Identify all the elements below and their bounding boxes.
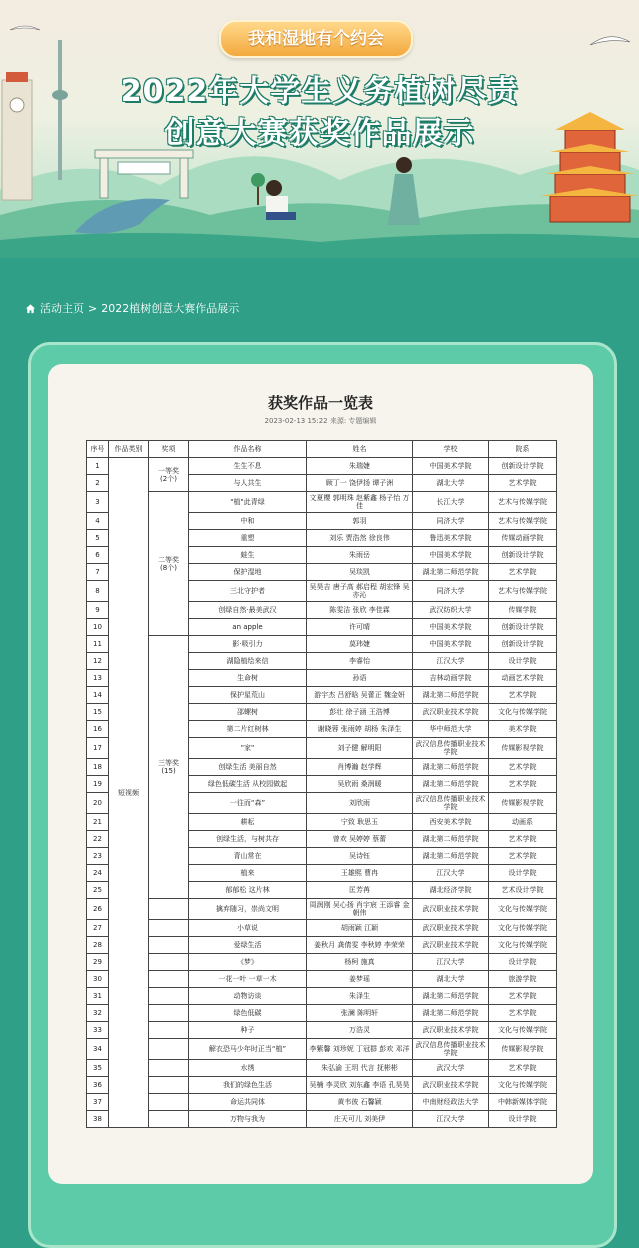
work-title: 擒弃随习，崇尚文明 xyxy=(189,899,307,920)
author-names: 肖博瀚 赵学辉 xyxy=(307,759,413,776)
row-number: 38 xyxy=(87,1111,109,1128)
row-number: 22 xyxy=(87,831,109,848)
header-cell: 院系 xyxy=(489,441,557,458)
work-title: 邵螺树 xyxy=(189,704,307,721)
school-name: 武汉职业技术学院 xyxy=(413,704,489,721)
row-number: 31 xyxy=(87,988,109,1005)
row-number: 29 xyxy=(87,954,109,971)
department-name: 美术学院 xyxy=(489,721,557,738)
department-name: 文化与传媒学院 xyxy=(489,1077,557,1094)
header-banner xyxy=(0,0,639,258)
row-number: 25 xyxy=(87,882,109,899)
department-name: 艺术学院 xyxy=(489,1005,557,1022)
row-number: 19 xyxy=(87,776,109,793)
row-number: 28 xyxy=(87,937,109,954)
header-cell: 作品类别 xyxy=(109,441,149,458)
school-name: 湖北第二师范学院 xyxy=(413,687,489,704)
author-names: 吴欣雨 桑润暖 xyxy=(307,776,413,793)
breadcrumb-current-link[interactable]: 2022植树创意大赛作品展示 xyxy=(101,302,240,315)
school-name: 吉林动画学院 xyxy=(413,670,489,687)
school-name: 长江大学 xyxy=(413,492,489,513)
work-title: "植"此青绿 xyxy=(189,492,307,513)
department-name: 传媒影视学院 xyxy=(489,1039,557,1060)
school-name: 江汉大学 xyxy=(413,1111,489,1128)
work-title: 绿色低碳生活 从校园做起 xyxy=(189,776,307,793)
award-cell-empty xyxy=(149,1094,189,1111)
work-title: 湖隐植绘来信 xyxy=(189,653,307,670)
author-names: 刘欣雨 xyxy=(307,793,413,814)
school-name: 武汉信息传播职业技术学院 xyxy=(413,738,489,759)
department-name: 传媒动画学院 xyxy=(489,530,557,547)
work-title: 水绣 xyxy=(189,1060,307,1077)
department-name: 传媒影视学院 xyxy=(489,793,557,814)
work-title: 重塑 xyxy=(189,530,307,547)
table-row xyxy=(87,1005,557,1022)
awards-table xyxy=(86,440,557,1128)
author-names: 吴楠 李灵欣 刘东鑫 李语 孔昊昊 xyxy=(307,1077,413,1094)
category-cell: 短视频 xyxy=(109,458,149,1128)
school-name: 同济大学 xyxy=(413,513,489,530)
award-cell-empty xyxy=(149,899,189,920)
department-name: 设计学院 xyxy=(489,865,557,882)
award-cell-empty xyxy=(149,920,189,937)
author-names: 胡雨颖 江颖 xyxy=(307,920,413,937)
table-row xyxy=(87,636,557,653)
work-title: 种子 xyxy=(189,1022,307,1039)
department-name: 艺术与传媒学院 xyxy=(489,492,557,513)
school-name: 湖北第二师范学院 xyxy=(413,776,489,793)
award-label: 三等奖 xyxy=(158,759,179,767)
author-names: 顾丁一 饶伊扬 谭子洲 xyxy=(307,475,413,492)
author-names: 游宇杰 吕舒晗 吴蕾正 魏金妍 xyxy=(307,687,413,704)
work-title: 青山常在 xyxy=(189,848,307,865)
school-name: 江汉大学 xyxy=(413,653,489,670)
author-names: 黄韦彼 石馨颖 xyxy=(307,1094,413,1111)
row-number: 23 xyxy=(87,848,109,865)
work-title: 一花一叶 一草一木 xyxy=(189,971,307,988)
award-cell-empty xyxy=(149,954,189,971)
author-names: 宁致 耿思玉 xyxy=(307,814,413,831)
work-title: 解衣恐马少年时正当“植” xyxy=(189,1039,307,1060)
row-number: 9 xyxy=(87,602,109,619)
table-row xyxy=(87,899,557,920)
row-number: 2 xyxy=(87,475,109,492)
author-names: 周润刚 吴心扬 肖宇宸 王添睿 金朝伟 xyxy=(307,899,413,920)
work-title: 命运共同体 xyxy=(189,1094,307,1111)
author-names: 王雄熙 曹冉 xyxy=(307,865,413,882)
department-name: 艺术学院 xyxy=(489,759,557,776)
article-meta: 2023-02-13 15:22 来源: 专题编辑 xyxy=(264,417,377,425)
work-title: 植来 xyxy=(189,865,307,882)
row-number: 34 xyxy=(87,1039,109,1060)
row-number: 3 xyxy=(87,492,109,513)
breadcrumb-home-link[interactable]: 活动主页 xyxy=(40,302,84,315)
row-number: 27 xyxy=(87,920,109,937)
table-row xyxy=(87,937,557,954)
department-name: 设计学院 xyxy=(489,1111,557,1128)
table-row xyxy=(87,954,557,971)
award-count: (15) xyxy=(161,767,176,775)
department-name: 文化与传媒学院 xyxy=(489,920,557,937)
school-name: 湖北第二师范学院 xyxy=(413,564,489,581)
row-number: 14 xyxy=(87,687,109,704)
school-name: 中国美术学院 xyxy=(413,636,489,653)
work-title: 生生不息 xyxy=(189,458,307,475)
author-names: 朱雨岳 xyxy=(307,547,413,564)
table-row xyxy=(87,458,557,475)
award-cell xyxy=(149,458,189,492)
author-names: 曾欢 吴婷婷 蔡蕾 xyxy=(307,831,413,848)
department-name: 创新设计学院 xyxy=(489,619,557,636)
work-title: 三北守护者 xyxy=(189,581,307,602)
campaign-pill: 我和湿地有个约会 xyxy=(219,20,413,58)
school-name: 武汉信息传播职业技术学院 xyxy=(413,1039,489,1060)
author-names: 莫玮婕 xyxy=(307,636,413,653)
department-name: 艺术学院 xyxy=(489,776,557,793)
school-name: 武汉职业技术学院 xyxy=(413,899,489,920)
work-title: 万物与我为 xyxy=(189,1111,307,1128)
work-title: 保护湿地 xyxy=(189,564,307,581)
award-cell xyxy=(149,492,189,636)
row-number: 26 xyxy=(87,899,109,920)
row-number: 4 xyxy=(87,513,109,530)
author-names: 庄天可儿 刘美伊 xyxy=(307,1111,413,1128)
author-names: 朱泽生 xyxy=(307,988,413,1005)
department-name: 文化与传媒学院 xyxy=(489,899,557,920)
banner-title-line2: 创意大赛获奖作品展示 xyxy=(164,116,475,151)
row-number: 13 xyxy=(87,670,109,687)
award-cell xyxy=(149,636,189,899)
department-name: 创新设计学院 xyxy=(489,458,557,475)
department-name: 动画艺术学院 xyxy=(489,670,557,687)
author-names: 吴琰凯 xyxy=(307,564,413,581)
award-cell-empty xyxy=(149,1005,189,1022)
author-names: 陈雯洁 张欣 李佳霖 xyxy=(307,602,413,619)
award-cell-empty xyxy=(149,1060,189,1077)
author-names: 郭羽 xyxy=(307,513,413,530)
school-name: 同济大学 xyxy=(413,581,489,602)
award-label: 二等奖 xyxy=(158,555,179,564)
school-name: 中国美术学院 xyxy=(413,619,489,636)
school-name: 西安美术学院 xyxy=(413,814,489,831)
department-name: 艺术学院 xyxy=(489,831,557,848)
school-name: 中南财经政法大学 xyxy=(413,1094,489,1111)
work-title: 一往而“森” xyxy=(189,793,307,814)
work-title: 创绿生活，与树共存 xyxy=(189,831,307,848)
table-row xyxy=(87,1039,557,1060)
row-number: 1 xyxy=(87,458,109,475)
table-row xyxy=(87,1022,557,1039)
school-name: 湖北第二师范学院 xyxy=(413,831,489,848)
author-names: 杨柯 施真 xyxy=(307,954,413,971)
author-names: 孙语 xyxy=(307,670,413,687)
department-name: 艺术学院 xyxy=(489,1060,557,1077)
row-number: 30 xyxy=(87,971,109,988)
work-title: 与人共生 xyxy=(189,475,307,492)
work-title: 耕耘 xyxy=(189,814,307,831)
school-name: 武汉职业技术学院 xyxy=(413,937,489,954)
school-name: 武汉职业技术学院 xyxy=(413,1077,489,1094)
header-cell: 序号 xyxy=(87,441,109,458)
author-names: 李紫馨 刘珍妮 丁冠群 彭欢 邓洋 xyxy=(307,1039,413,1060)
department-name: 艺术学院 xyxy=(489,687,557,704)
work-title: 蛙生 xyxy=(189,547,307,564)
department-name: 艺术学院 xyxy=(489,988,557,1005)
author-names: 姜梦瑶 xyxy=(307,971,413,988)
department-name: 艺术学院 xyxy=(489,564,557,581)
department-name: 旅游学院 xyxy=(489,971,557,988)
school-name: 湖北第二师范学院 xyxy=(413,759,489,776)
department-name: 艺术设计学院 xyxy=(489,882,557,899)
author-names: 刘乐 贾浩然 徐良伟 xyxy=(307,530,413,547)
award-count: (2个) xyxy=(160,474,177,483)
school-name: 湖北大学 xyxy=(413,971,489,988)
row-number: 6 xyxy=(87,547,109,564)
work-title: 生命树 xyxy=(189,670,307,687)
row-number: 32 xyxy=(87,1005,109,1022)
department-name: 设计学院 xyxy=(489,954,557,971)
award-label: 一等奖 xyxy=(158,466,179,475)
row-number: 10 xyxy=(87,619,109,636)
department-name: 艺术与传媒学院 xyxy=(489,513,557,530)
table-row xyxy=(87,988,557,1005)
school-name: 江汉大学 xyxy=(413,954,489,971)
row-number: 20 xyxy=(87,793,109,814)
department-name: 文化与传媒学院 xyxy=(489,937,557,954)
author-names: 李睿怡 xyxy=(307,653,413,670)
row-number: 8 xyxy=(87,581,109,602)
table-header-row xyxy=(87,441,557,458)
work-title: 《梦》 xyxy=(189,954,307,971)
author-names: 朱弘渝 王玥 代言 抚彬彬 xyxy=(307,1060,413,1077)
row-number: 16 xyxy=(87,721,109,738)
school-name: 武汉纺织大学 xyxy=(413,602,489,619)
school-name: 武汉职业技术学院 xyxy=(413,920,489,937)
table-row xyxy=(87,971,557,988)
article-panel xyxy=(48,364,593,1184)
award-cell-empty xyxy=(149,937,189,954)
school-name: 湖北第二师范学院 xyxy=(413,848,489,865)
department-name: 创新设计学院 xyxy=(489,636,557,653)
table-row xyxy=(87,920,557,937)
school-name: 武汉职业技术学院 xyxy=(413,1022,489,1039)
row-number: 37 xyxy=(87,1094,109,1111)
author-names: 张澜 陈明轩 xyxy=(307,1005,413,1022)
author-names: 刘子健 解明阳 xyxy=(307,738,413,759)
row-number: 33 xyxy=(87,1022,109,1039)
work-title: 第二片红树林 xyxy=(189,721,307,738)
table-row xyxy=(87,492,557,513)
department-name: 传媒学院 xyxy=(489,602,557,619)
award-cell-empty xyxy=(149,971,189,988)
row-number: 36 xyxy=(87,1077,109,1094)
author-names: 吴昊吉 唐子高 郝启程 胡宏锋 吴亦沁 xyxy=(307,581,413,602)
breadcrumb-separator: > xyxy=(88,301,98,315)
work-title: 郁郁松 这片林 xyxy=(189,882,307,899)
breadcrumb xyxy=(25,300,239,316)
work-title: 我们的绿色生活 xyxy=(189,1077,307,1094)
award-cell-empty xyxy=(149,1022,189,1039)
work-title: 创绿自然·最美武汉 xyxy=(189,602,307,619)
header-cell: 学校 xyxy=(413,441,489,458)
row-number: 18 xyxy=(87,759,109,776)
row-number: 7 xyxy=(87,564,109,581)
school-name: 江汉大学 xyxy=(413,865,489,882)
author-names: 许可晴 xyxy=(307,619,413,636)
award-cell-empty xyxy=(149,1077,189,1094)
banner-title-line1: 2022年大学生义务植树尽责 xyxy=(120,74,519,109)
school-name: 武汉大学 xyxy=(413,1060,489,1077)
header-cell: 姓名 xyxy=(307,441,413,458)
author-names: 吴诗钰 xyxy=(307,848,413,865)
department-name: 创新设计学院 xyxy=(489,547,557,564)
work-title: "家" xyxy=(189,738,307,759)
department-name: 设计学院 xyxy=(489,653,557,670)
school-name: 中国美术学院 xyxy=(413,458,489,475)
school-name: 湖北经济学院 xyxy=(413,882,489,899)
school-name: 湖北第二师范学院 xyxy=(413,988,489,1005)
row-number: 21 xyxy=(87,814,109,831)
school-name: 鲁迅美术学院 xyxy=(413,530,489,547)
award-cell-empty xyxy=(149,1039,189,1060)
awards-table-body xyxy=(87,458,557,1128)
author-names: 谢晓蓉 张雨婷 胡杨 朱泽生 xyxy=(307,721,413,738)
school-name: 中国美术学院 xyxy=(413,547,489,564)
table-row xyxy=(87,1094,557,1111)
award-count: (8个) xyxy=(160,563,177,572)
school-name: 湖北第二师范学院 xyxy=(413,1005,489,1022)
table-row xyxy=(87,1111,557,1128)
row-number: 17 xyxy=(87,738,109,759)
row-number: 24 xyxy=(87,865,109,882)
department-name: 文化与传媒学院 xyxy=(489,1022,557,1039)
work-title: 保护星荒山 xyxy=(189,687,307,704)
school-name: 华中师范大学 xyxy=(413,721,489,738)
home-icon xyxy=(25,303,36,314)
work-title: 动物访谈 xyxy=(189,988,307,1005)
row-number: 5 xyxy=(87,530,109,547)
work-title: 小草说 xyxy=(189,920,307,937)
department-name: 艺术学院 xyxy=(489,848,557,865)
department-name: 艺术学院 xyxy=(489,475,557,492)
work-title: 创绿生活 美丽自然 xyxy=(189,759,307,776)
award-cell-empty xyxy=(149,988,189,1005)
header-cell: 作品名称 xyxy=(189,441,307,458)
department-name: 传媒影视学院 xyxy=(489,738,557,759)
award-cell-empty xyxy=(149,1111,189,1128)
department-name: 文化与传媒学院 xyxy=(489,704,557,721)
work-title: 绿色低碳 xyxy=(189,1005,307,1022)
work-title: 爱绿生活 xyxy=(189,937,307,954)
table-row xyxy=(87,1077,557,1094)
row-number: 35 xyxy=(87,1060,109,1077)
work-title: 中和 xyxy=(189,513,307,530)
school-name: 湖北大学 xyxy=(413,475,489,492)
work-title: 影·吸引力 xyxy=(189,636,307,653)
row-number: 11 xyxy=(87,636,109,653)
author-names: 万浩灵 xyxy=(307,1022,413,1039)
department-name: 中韩新媒体学院 xyxy=(489,1094,557,1111)
work-title: an apple xyxy=(189,619,307,636)
header-cell: 奖项 xyxy=(149,441,189,458)
department-name: 动画系 xyxy=(489,814,557,831)
school-name: 武汉信息传播职业技术学院 xyxy=(413,793,489,814)
article-title: 获奖作品一览表 xyxy=(267,394,373,412)
row-number: 15 xyxy=(87,704,109,721)
author-names: 文夏樱 郭明珠 赵紫鑫 杨子怡 万佳 xyxy=(307,492,413,513)
author-names: 匡芳苒 xyxy=(307,882,413,899)
author-names: 姜秋月 龚倩雯 李秋婷 李荣荣 xyxy=(307,937,413,954)
table-row xyxy=(87,1060,557,1077)
author-names: 彭壮 徐子涵 王浩博 xyxy=(307,704,413,721)
row-number: 12 xyxy=(87,653,109,670)
author-names: 朱瑞婕 xyxy=(307,458,413,475)
department-name: 艺术与传媒学院 xyxy=(489,581,557,602)
